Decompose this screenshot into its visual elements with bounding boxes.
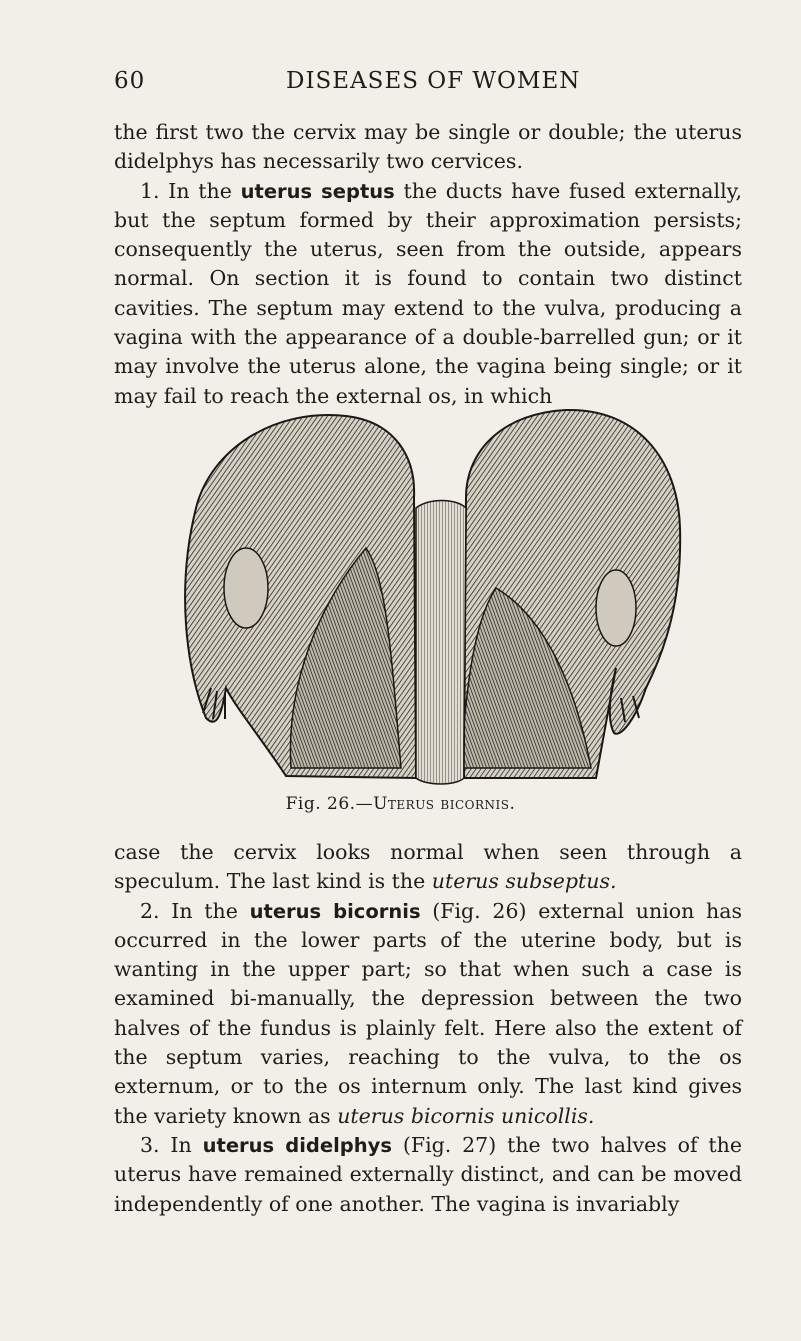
uterus-illustration <box>166 388 686 786</box>
paragraph-uterus-didelphys <box>114 1131 742 1219</box>
text-block-top <box>114 118 742 411</box>
paragraph-text: (Fig. 26) external union has occurred in the lower parts of the uterine body, but is wanting in the upper part; so that when such a case is examined bi-manually, the depression between the two halves of the fundus is plainly felt. Here also the extent of the septum varies, reaching to the vulva, to the os externum, or to the os internum only. The last kind gives the variety known as <box>114 898 742 1128</box>
running-title: DISEASES OF WOMEN <box>286 68 581 94</box>
paragraph <box>114 838 742 897</box>
paragraph-text: case the cervix looks normal when seen through a speculum. The last kind is the <box>114 840 742 894</box>
paragraph <box>114 118 742 177</box>
caption-label: Fig. 26. <box>285 794 356 814</box>
figure-caption <box>0 794 801 814</box>
list-number: 2. In the <box>140 898 238 923</box>
term-uterus-didelphys: uterus didelphys <box>202 1133 392 1157</box>
paragraph-text: (Fig. 27) the two halves of the uterus have remained externally distinct, and can be moved independently of one another. The vagina is invariably <box>114 1132 742 1216</box>
running-head <box>0 68 801 102</box>
caption-dash: — <box>355 794 374 814</box>
term-uterus-subseptus: uterus subseptus. <box>431 869 617 894</box>
term-uterus-bicornis-unicollis: uterus bicornis unicollis. <box>337 1103 595 1128</box>
term-uterus-septus: uterus septus <box>240 179 395 203</box>
figure-uterus-bicornis <box>166 388 686 786</box>
list-number: 3. In <box>140 1132 192 1157</box>
paragraph-text: the ducts have fused externally, but the septum formed by their approximation persists; consequently the uterus, seen from the outside, appears normal. On section it is found to contain two distinct cavities. The septum may extend to the vulva, producing a vagina with the appearance of a double-barrelled gun; or it may involve the uterus alone, the vagina being single; or it may fail to reach the external os, in which <box>114 178 743 408</box>
paragraph-text: the first two the cervix may be single or double; the uterus didelphys has necessarily two cervices. <box>114 120 742 174</box>
text-block-bottom <box>114 838 742 1219</box>
paragraph-uterus-septus <box>114 177 742 411</box>
caption-title: Uterus bicornis. <box>373 794 516 814</box>
list-number: 1. In the <box>140 178 232 203</box>
term-uterus-bicornis: uterus bicornis <box>249 899 421 923</box>
paragraph-uterus-bicornis <box>114 897 742 1131</box>
page-number: 60 <box>114 68 146 94</box>
